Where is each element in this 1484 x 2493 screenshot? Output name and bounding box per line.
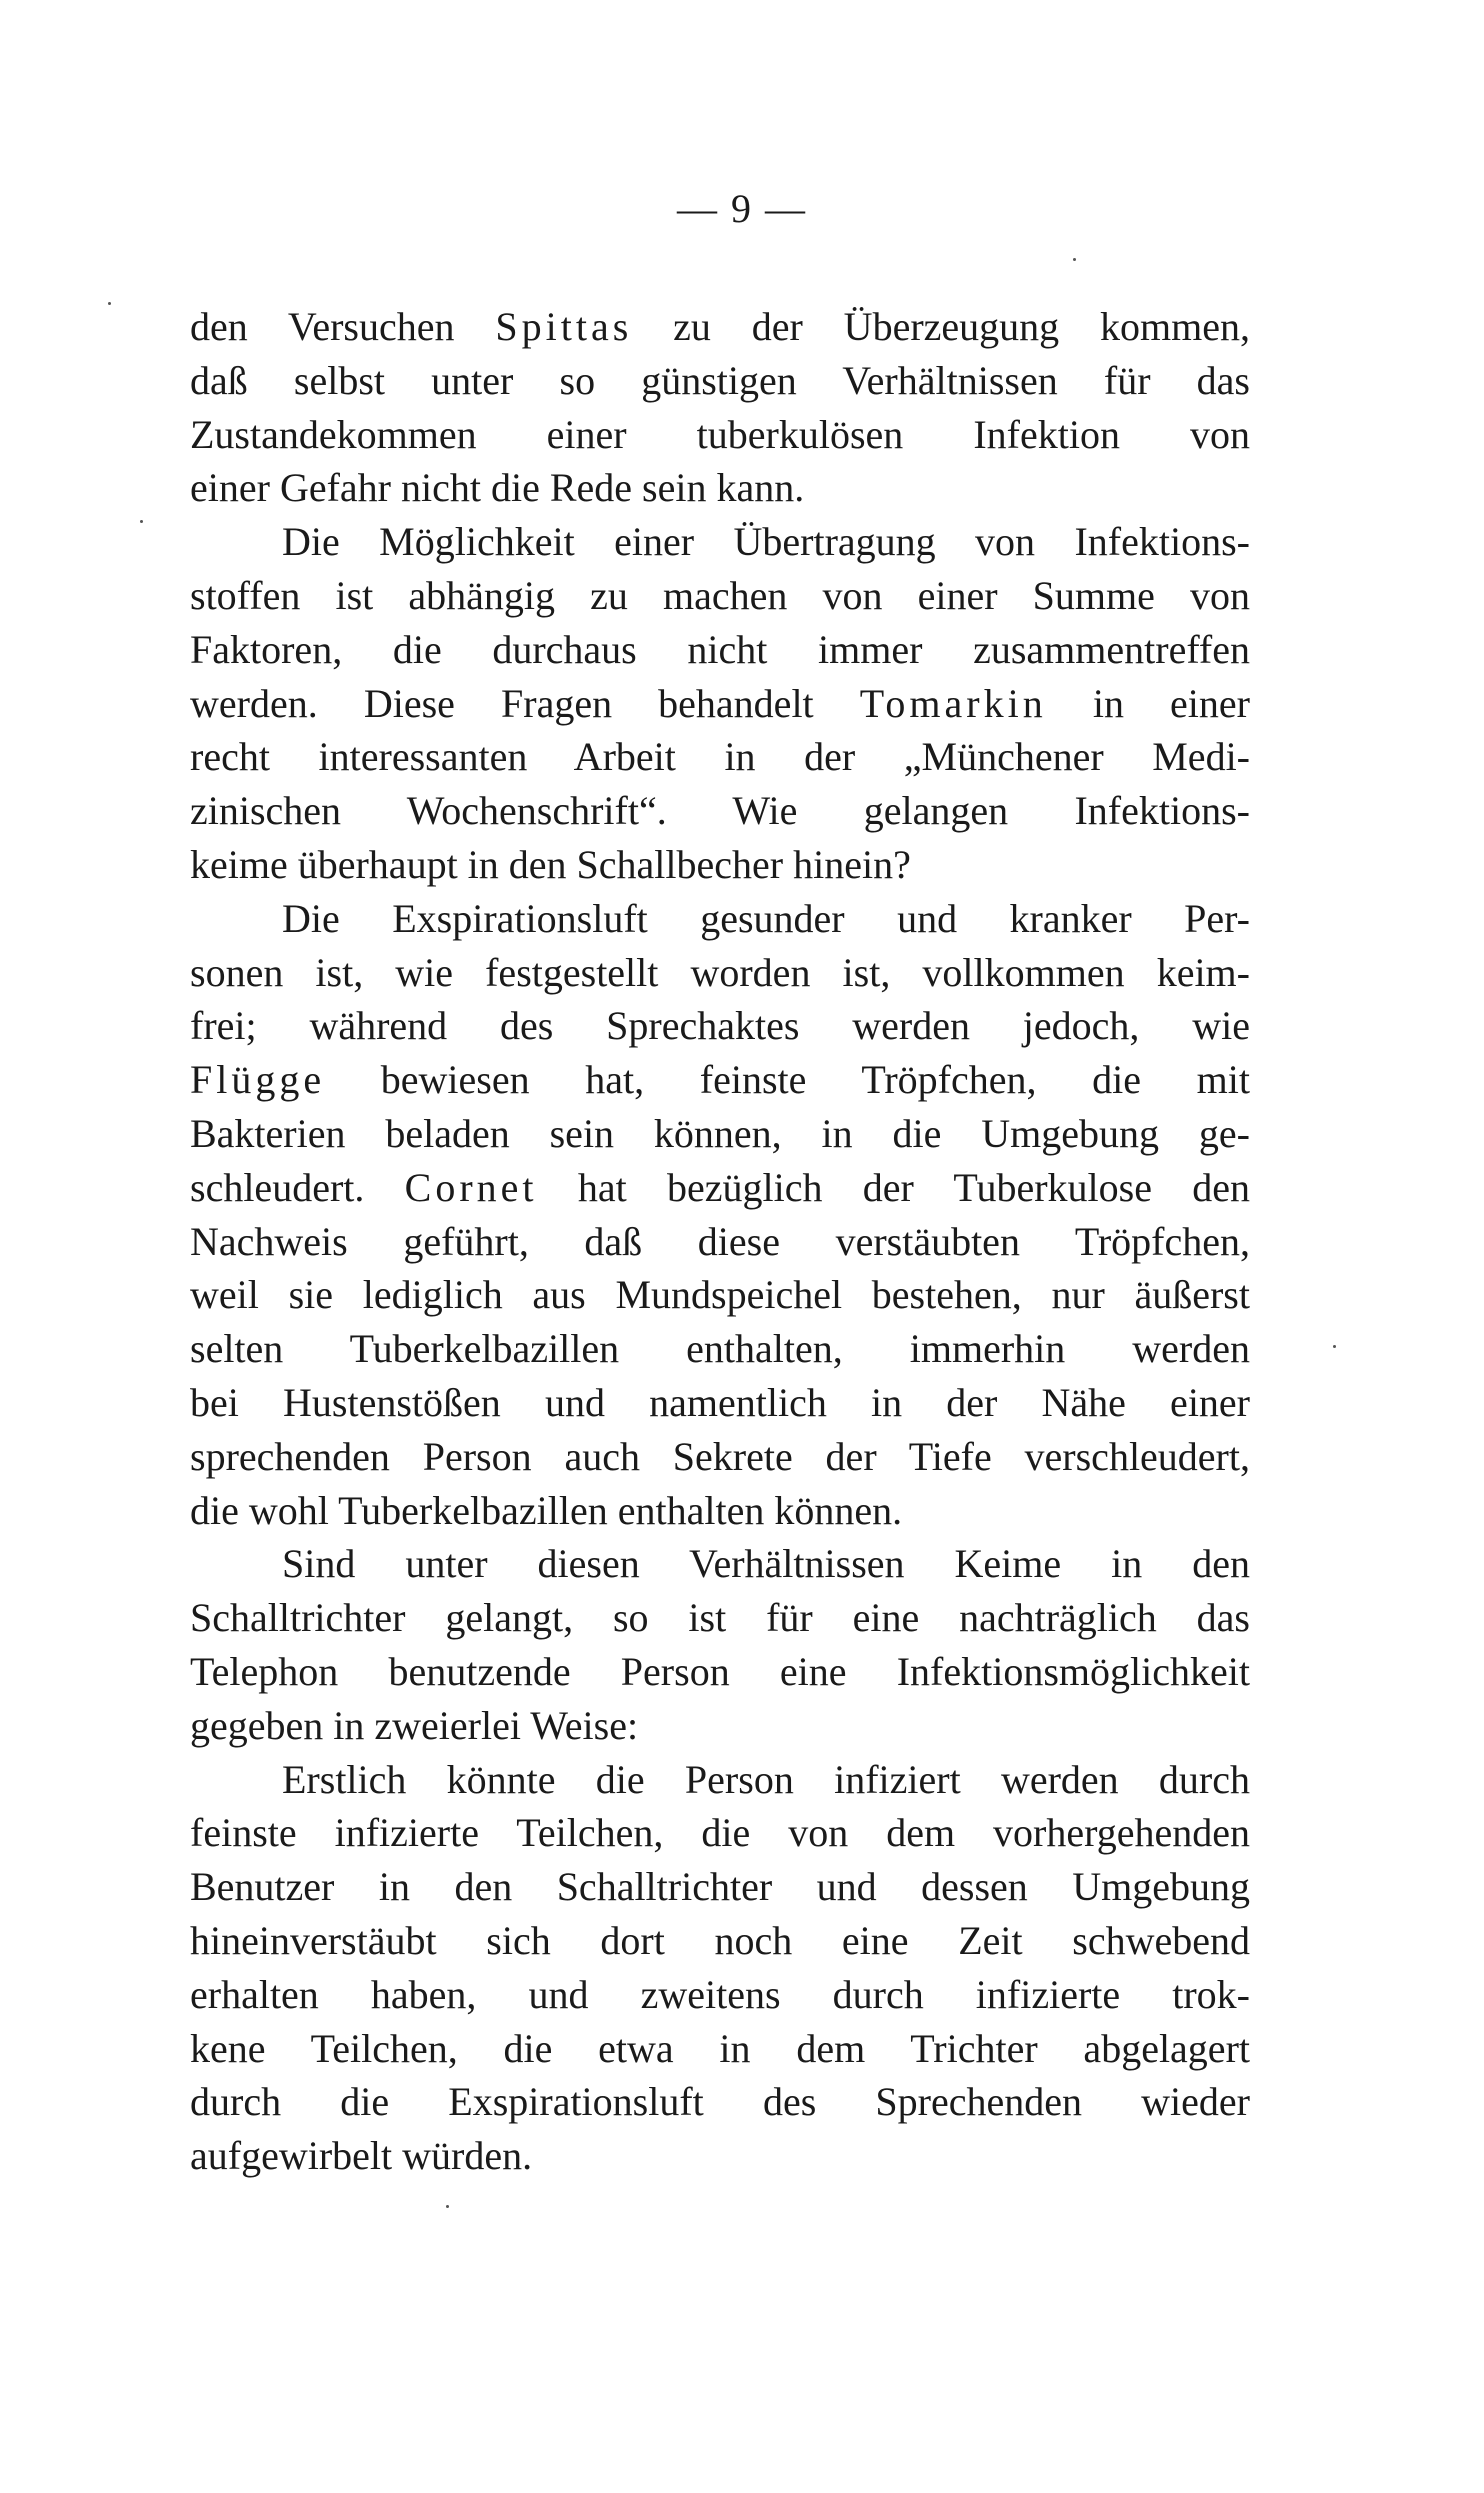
page-number: — 9 — — [677, 186, 807, 231]
text-line: Flügge bewiesen hat, feinste Tröpfchen, die mit — [190, 1057, 1250, 1103]
text-line: selten Tuberkelbazillen enthalten, immerhin werden — [190, 1326, 1250, 1372]
text-line: die wohl Tuberkelbazillen enthalten können. — [190, 1487, 903, 1533]
text-line: Faktoren, die durchaus nicht immer zusammentreffen — [190, 626, 1250, 672]
text-line: sprechenden Person auch Sekrete der Tiefe verschleudert, — [190, 1433, 1250, 1479]
text-line: hineinverstäubt sich dort noch eine Zeit schwebend — [190, 1917, 1250, 1963]
text-line: feinste infizierte Teilchen, die von dem vorhergehenden — [190, 1810, 1250, 1856]
scan-speck — [1073, 258, 1076, 261]
text-line: schleudert. Cornet hat bezüglich der Tuberkulose den — [190, 1164, 1251, 1210]
scan-speck — [108, 302, 111, 305]
text-line: durch die Exspirationsluft des Sprechenden wieder — [190, 2079, 1250, 2125]
emphasized-name: Flügge — [190, 1057, 326, 1103]
text-line: Nachweis geführt, daß diese verstäubten Tröpfchen, — [190, 1218, 1250, 1264]
paragraph — [190, 1537, 1250, 1752]
text-line: frei; während des Sprechaktes werden jedoch, wie — [190, 1003, 1250, 1049]
text-line: zinischen Wochenschrift“. Wie gelangen Infektions- — [190, 788, 1250, 834]
paragraph — [190, 300, 1250, 515]
emphasized-name: Spittas — [495, 304, 633, 349]
text-line: Telephon benutzende Person eine Infektionsmöglichkeit — [190, 1648, 1250, 1694]
scan-speck — [1333, 1345, 1336, 1348]
paragraph — [190, 1753, 1250, 2183]
text-line: Erstlich könnte die Person infiziert werden durch — [282, 1756, 1250, 1802]
emphasized-name: Cornet — [404, 1164, 538, 1210]
text-line: bei Hustenstößen und namentlich in der Nähe einer — [190, 1379, 1250, 1425]
body-text — [190, 300, 1250, 2183]
text-line: Schalltrichter gelangt, so ist für eine nachträglich das — [190, 1595, 1250, 1641]
text-line: Benutzer in den Schalltrichter und dessen Umgebung — [190, 1864, 1250, 1910]
text-line: stoffen ist abhängig zu machen von einer Summe von — [190, 572, 1250, 618]
text-line: Bakterien beladen sein können, in die Umgebung ge- — [190, 1110, 1250, 1156]
text-line: einer Gefahr nicht die Rede sein kann. — [190, 465, 805, 511]
text-line: den Versuchen Spittas zu der Überzeugung kommen, — [190, 304, 1250, 349]
text-line: werden. Diese Fragen behandelt Tomarkin in einer — [190, 680, 1250, 726]
text-line: Sind unter diesen Verhältnissen Keime in den — [282, 1541, 1250, 1587]
text-line: gegeben in zweierlei Weise: — [190, 1702, 639, 1748]
text-line: Die Exspirationsluft gesunder und kranker Per- — [282, 895, 1250, 941]
paragraph — [190, 515, 1250, 892]
text-line: kene Teilchen, die etwa in dem Trichter abgelagert — [190, 2025, 1250, 2071]
scan-speck — [140, 520, 143, 523]
text-line: sonen ist, wie festgestellt worden ist, vollkommen keim- — [190, 949, 1250, 995]
text-line: keime überhaupt in den Schallbecher hinein? — [190, 841, 911, 887]
text-line: aufgewirbelt würden. — [190, 2133, 533, 2179]
text-line: Die Möglichkeit einer Übertragung von Infektions- — [282, 519, 1250, 565]
text-line: daß selbst unter so günstigen Verhältnissen für das — [190, 357, 1250, 403]
emphasized-name: Tomarkin — [859, 680, 1047, 726]
text-line: recht interessanten Arbeit in der „Münchener Medi- — [190, 734, 1250, 780]
text-line: weil sie lediglich aus Mundspeichel bestehen, nur äußerst — [190, 1272, 1250, 1318]
text-line: Zustandekommen einer tuberkulösen Infektion von — [190, 411, 1250, 457]
text-line: erhalten haben, und zweitens durch infizierte trok- — [190, 1971, 1250, 2017]
paragraph — [190, 892, 1250, 1538]
scan-speck — [446, 2205, 449, 2208]
